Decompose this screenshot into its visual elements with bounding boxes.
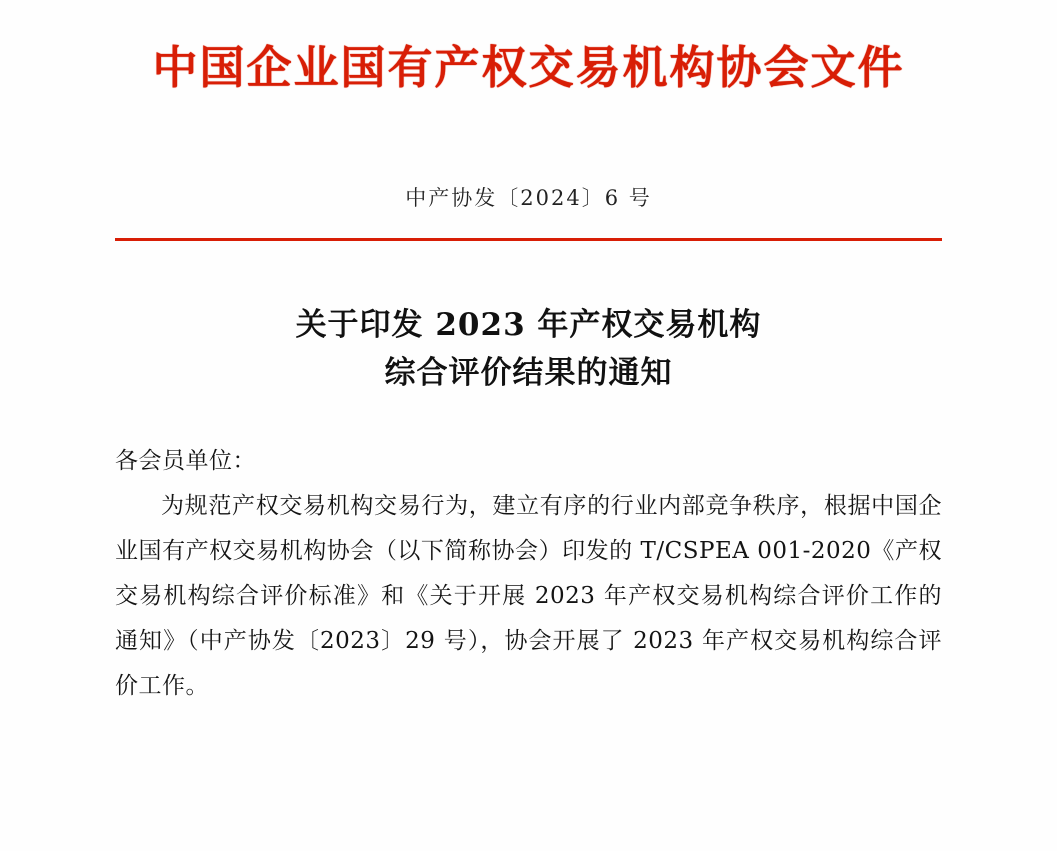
page-title-line-2: 综合评价结果的通知 — [384, 355, 673, 392]
document-number-row — [115, 182, 942, 212]
red-divider-rule — [115, 238, 942, 241]
salutation: 各会员单位： — [115, 448, 256, 475]
masthead-title: 中国企业国有产权交易机构协会文件 — [152, 41, 905, 94]
masthead — [115, 0, 942, 96]
document-number: 中产协发〔2024〕6 号 — [405, 186, 652, 211]
page-title-line-1: 关于印发 2023 年产权交易机构 — [295, 307, 762, 344]
page-title — [115, 301, 942, 397]
body-paragraph-1: 为规范产权交易机构交易行为，建立有序的行业内部竞争秩序，根据中国企业国有产权交易机构协会（以下简称协会）印发的 T/CSPEA 001-2020《产权交易机构综合评价标准》和《关于开展 2023 年产权交易机构综合评价工作的通知》（中产协发〔2023〕29 号），协会开展了 2023 年产权交易机构综合评价工作。 — [115, 493, 942, 699]
document-body — [115, 439, 942, 708]
